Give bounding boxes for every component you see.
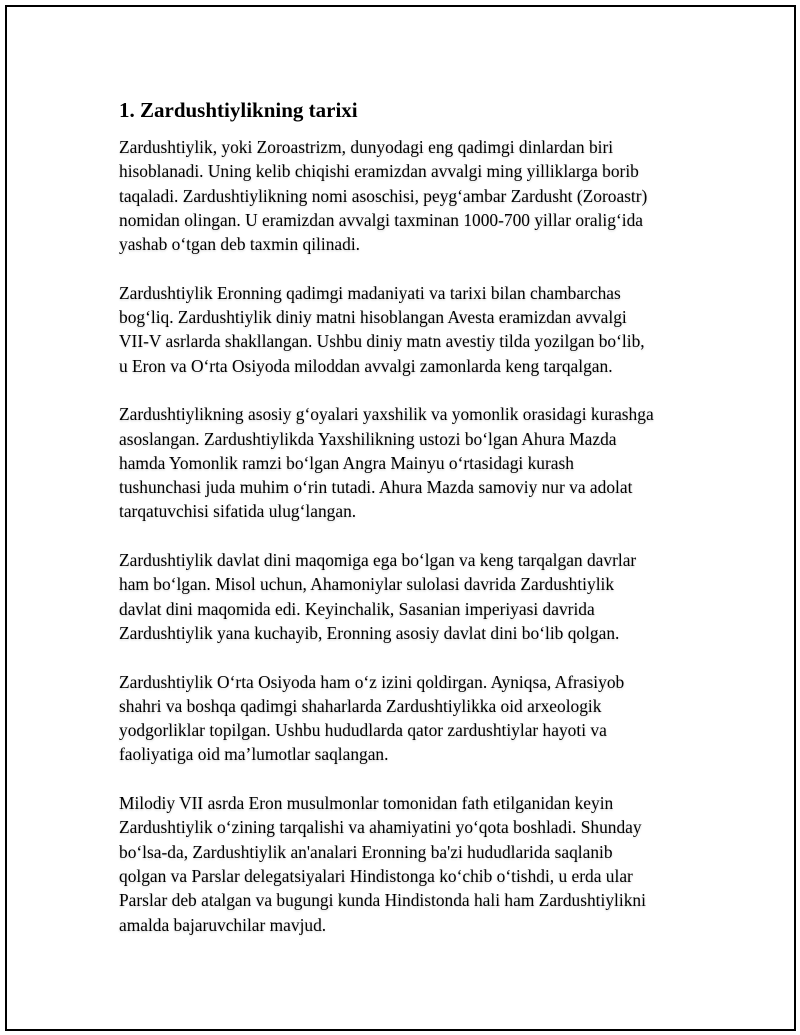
paragraph-line: nomidan olingan. U eramizdan avvalgi taxminan 1000-700 yillar oralig‘ida <box>119 209 643 230</box>
paragraph-line: Zardushtiylik O‘rta Osiyoda ham o‘z izini qoldirgan. Ayniqsa, Afrasiyob <box>119 671 625 692</box>
document-title: 1. Zardushtiylikning tarixi <box>119 98 358 122</box>
paragraph <box>119 791 699 937</box>
paragraph-line: hamda Yomonlik ramzi bo‘lgan Angra Mainyu o‘rtasidagi kurash <box>119 452 574 473</box>
paragraph-line: qolgan va Parslar delegatsiyalari Hindistonga ko‘chib o‘tishdi, u erda ular <box>119 865 633 886</box>
paragraph-line: Zardushtiylik, yoki Zoroastrizm, dunyodagi eng qadimgi dinlardan biri <box>119 137 614 157</box>
paragraph-line: ham bo‘lgan. Misol uchun, Ahamoniylar sulolasi davrida Zardushtiylik <box>119 574 615 595</box>
paragraph-line: hisoblanadi. Uning kelib chiqishi eramizdan avvalgi ming yilliklarga borib <box>119 161 639 182</box>
paragraph-list <box>119 135 699 937</box>
paragraph-line: Zardushtiylik davlat dini maqomiga ega bo‘lgan va keng tarqalgan davrlar <box>119 550 637 571</box>
paragraph-line: taqaladi. Zardushtiylikning nomi asoschisi, peyg‘ambar Zardusht (Zoroastr) <box>119 185 648 206</box>
paragraph-line: davlat dini maqomida edi. Keyinchalik, Sasanian imperiyasi davrida <box>119 598 595 619</box>
document-page <box>5 5 796 1031</box>
paragraph-line: Zardushtiylik Eronning qadimgi madaniyati va tarixi bilan chambarchas <box>119 282 621 303</box>
paragraph-line: faoliyatiga oid ma’lumotlar saqlangan. <box>119 744 389 765</box>
paragraph-line: Parslar deb atalgan va bugungi kunda Hindistonda hali ham Zardushtiylikni <box>119 890 646 911</box>
paragraph <box>119 548 699 645</box>
paragraph-line: VII-V asrlarda shakllangan. Ushbu diniy matn avestiy tilda yozilgan bo‘lib, <box>119 331 645 352</box>
paragraph-line: Milodiy VII asrda Eron musulmonlar tomonidan fath etilganidan keyin <box>119 793 614 814</box>
paragraph-line: Zardushtiylikning asosiy g‘oyalari yaxshilik va yomonlik orasidagi kurashga <box>119 404 654 425</box>
paragraph-line: u Eron va O‘rta Osiyoda miloddan avvalgi zamonlarda keng tarqalgan. <box>119 355 613 376</box>
paragraph-line: bo‘lsa-da, Zardushtiylik an'analari Eronning ba'zi hududlarida saqlanib <box>119 841 613 862</box>
paragraph-line: yodgorliklar topilgan. Ushbu hududlarda qator zardushtiylar hayoti va <box>119 720 607 741</box>
paragraph-line: yashab o‘tgan deb taxmin qilinadi. <box>119 234 360 255</box>
paragraph <box>119 281 699 378</box>
paragraph-line: asoslangan. Zardushtiylikda Yaxshilikning ustozi bo‘lgan Ahura Mazda <box>119 428 617 449</box>
paragraph-line: shahri va boshqa qadimgi shaharlarda Zardushtiylikka oid arxeologik <box>119 695 602 716</box>
paragraph-line: Zardushtiylik o‘zining tarqalishi va ahamiyatini yo‘qota boshladi. Shunday <box>119 817 642 838</box>
paragraph <box>119 135 699 256</box>
paragraph-line: bog‘liq. Zardushtiylik diniy matni hisoblangan Avesta eramizdan avvalgi <box>119 307 627 328</box>
paragraph <box>119 670 699 767</box>
document-content <box>119 95 699 961</box>
paragraph-line: tushunchasi juda muhim o‘rin tutadi. Ahura Mazda samoviy nur va adolat <box>119 477 633 498</box>
paragraph <box>119 402 699 523</box>
paragraph-line: Zardushtiylik yana kuchayib, Eronning asosiy davlat dini bo‘lib qolgan. <box>119 622 620 643</box>
paragraph-line: tarqatuvchisi sifatida ulug‘langan. <box>119 501 357 522</box>
paragraph-line: amalda bajaruvchilar mavjud. <box>119 914 327 935</box>
